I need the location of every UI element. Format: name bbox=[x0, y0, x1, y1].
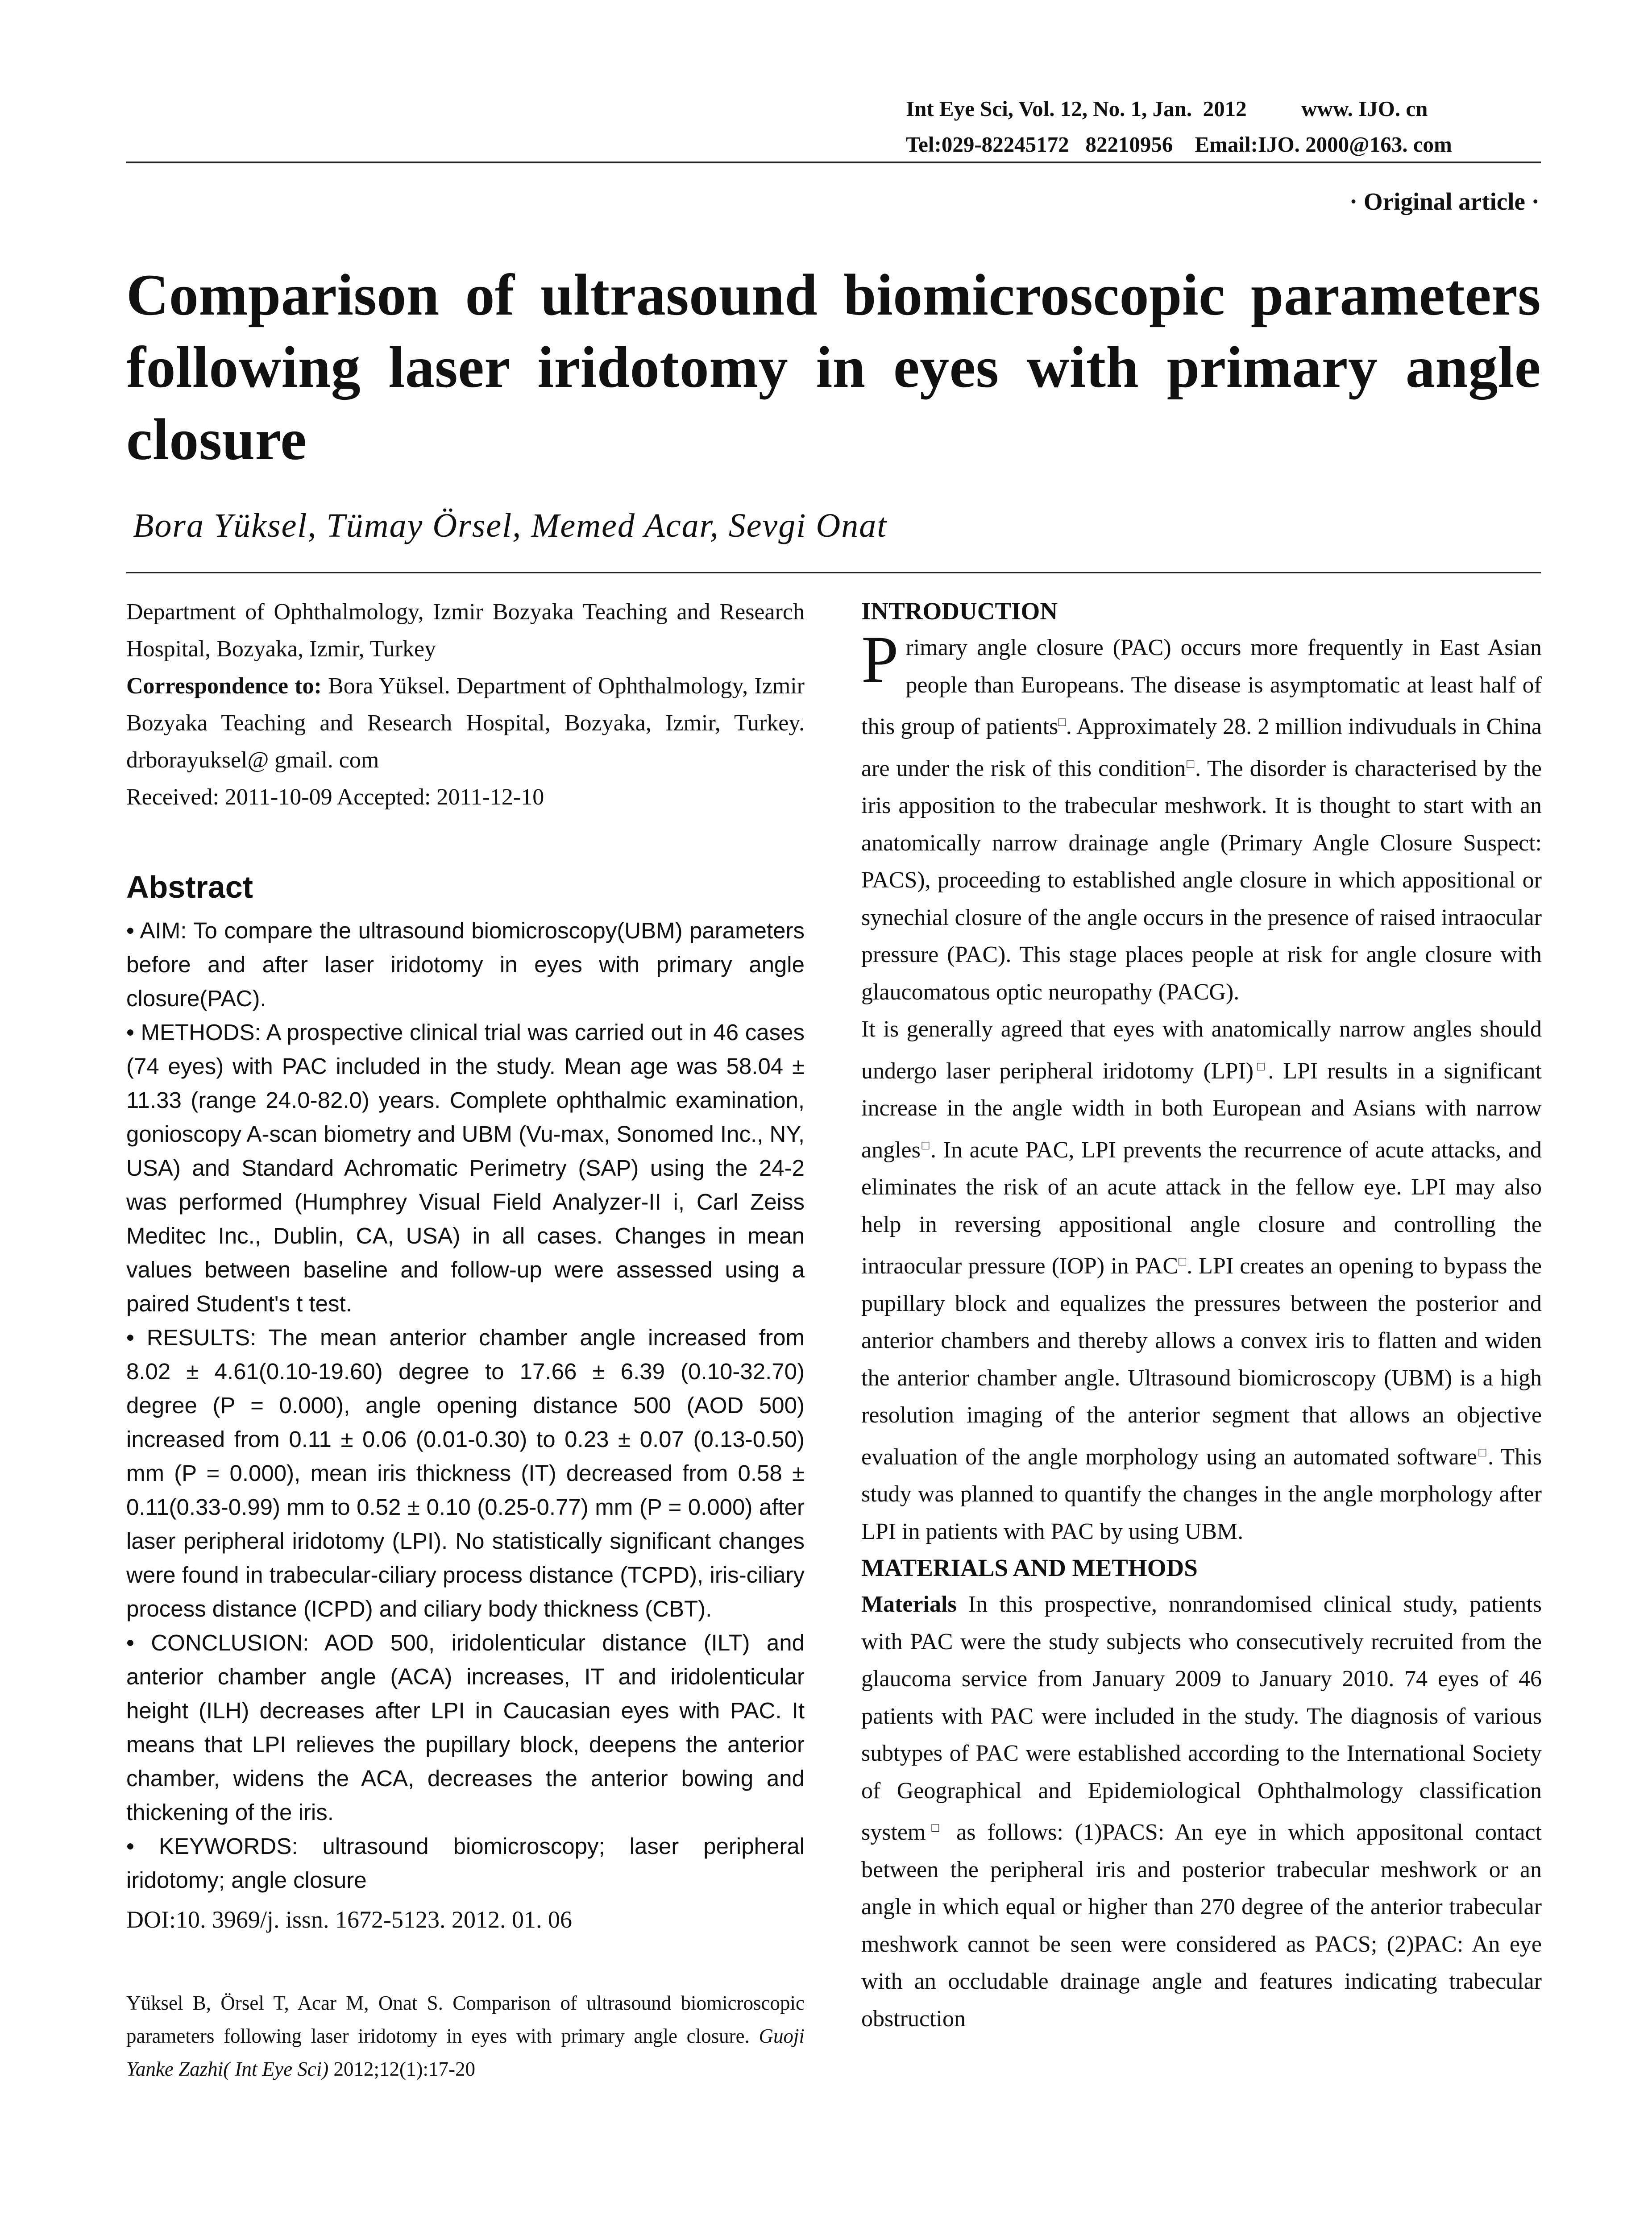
materials-text-b: as follows: (1)PACS: An eye in which appositonal contact between the peripheral iris and posterior trabecular meshwork or an angle in which equal or higher than 270 degree of the anterior trabecular meshwork cannot be seen were considered as PACS; (2)PAC: An eye with an occludable drainage angle and features indicating trabecular obstruction bbox=[861, 1820, 1542, 2032]
correspondence bbox=[126, 668, 805, 779]
intro-p1-text-a: rimary angle closure (PAC) occurs more frequently in East Asian people than Europeans. The disease is asymptomatic at least half of this group of patients bbox=[861, 635, 1542, 739]
intro-p2-text-c: . In acute PAC, LPI prevents the recurrence of acute attacks, and eliminates the risk of an acute attack in the fellow eye. LPI may also help in reversing appositional angle closure and controlling the intraocular pressure (IOP) in PAC bbox=[861, 1137, 1542, 1279]
abstract-keywords: • KEYWORDS: ultrasound biomicroscopy; laser peripheral iridotomy; angle closure bbox=[126, 1833, 805, 1893]
received-accepted-dates: Received: 2011-10-09 Accepted: 2011-12-10 bbox=[126, 784, 544, 810]
reference-marker: □ bbox=[920, 1138, 931, 1153]
authors-divider bbox=[126, 572, 1541, 573]
doi: DOI:10. 3969/j. issn. 1672-5123. 2012. 01. 06 bbox=[126, 1906, 572, 1933]
intro-p2-text-d: . LPI creates an opening to bypass the pupillary block and equalizes the pressures between the posterior and anterior chambers and thereby allows a convex iris to flatten and widen the anterior chamber angle. Ultrasound biomicroscopy (UBM) is a high resolution imaging of the anterior segment that allows an objective evaluation of the angle morphology using an automated software bbox=[861, 1253, 1542, 1470]
paper-title: Comparison of ultrasound biomicroscopic parameters following laser iridotomy in eyes with primary angle closure bbox=[126, 262, 1541, 472]
article-type-label: · Original article · bbox=[1349, 188, 1540, 215]
left-column bbox=[126, 593, 805, 2086]
drop-cap: P bbox=[861, 622, 899, 697]
citation-text: Yüksel B, Örsel T, Acar M, Onat S. Comparison of ultrasound biomicroscopic parameters following laser iridotomy in eyes with primary angle closure. bbox=[126, 1992, 805, 2047]
materials-text-a: In this prospective, nonrandomised clinical study, patients with PAC were the study subjects who consecutively recruited from the glaucoma service from January 2009 to January 2010. 74 eyes of 46 patients with PAC were included in the study. The diagnosis of various subtypes of PAC were established according to the International Society of Geographical and Epidemiological Ophthalmology classification system bbox=[861, 1592, 1542, 1845]
affiliation: Department of Ophthalmology, Izmir Bozyaka Teaching and Research Hospital, Bozyaka, Izmir, Turkey bbox=[126, 599, 805, 662]
reference-marker: □ bbox=[1186, 757, 1195, 771]
abstract-results: • RESULTS: The mean anterior chamber angle increased from 8.02 ± 4.61(0.10-19.60) degree to 17.66 ± 6.39 (0.10-32.70) degree (P = 0.000), angle opening distance 500 (AOD 500) increased from 0.11 ± 0.06 (0.01-0.30) to 0.23 ± 0.07 (0.13-0.50) mm (P = 0.000), mean iris thickness (IT) decreased from 0.58 ± 0.11(0.33-0.99) mm to 0.52 ± 0.10 (0.25-0.77) mm (P = 0.000) after laser peripheral iridotomy (LPI). No statistically significant changes were found in trabecular-ciliary process distance (TCPD), iris-ciliary process distance (ICPD) and ciliary body thickness (CBT). bbox=[126, 1325, 805, 1621]
materials-paragraph bbox=[861, 1586, 1542, 2037]
abstract-methods: • METHODS: A prospective clinical trial was carried out in 46 cases (74 eyes) with PAC included in the study. Mean age was 58.04 ± 11.33 (range 24.0-82.0) years. Complete ophthalmic examination, gonioscopy A-scan biometry and UBM (Vu-max, Sonomed Inc., NY, USA) and Standard Achromatic Perimetry (SAP) using the 24-2 was performed (Humphrey Visual Field Analyzer-II i, Carl Zeiss Meditec Inc., Dublin, CA, USA) in all cases. Changes in mean values between baseline and follow-up were assessed using a paired Student's t test. bbox=[126, 1020, 805, 1316]
author-list: Bora Yüksel, Tümay Örsel, Memed Acar, Sevgi Onat bbox=[133, 507, 888, 544]
intro-p2-text-e: . This study was planned to quantify the changes in the angle morphology after LPI in patients with PAC by using UBM. bbox=[861, 1444, 1542, 1544]
abstract-aim: • AIM: To compare the ultrasound biomicroscopy(UBM) parameters before and after laser iridotomy in eyes with primary angle closure(PAC). bbox=[126, 918, 805, 1011]
intro-p1-text-b: . Approximately 28. 2 million indivuduals in China are under the risk of this condition bbox=[861, 714, 1542, 781]
abstract-heading: Abstract bbox=[126, 870, 253, 904]
header-divider bbox=[126, 162, 1541, 163]
reference-marker: □ bbox=[1254, 1059, 1268, 1074]
citation bbox=[126, 1986, 805, 2086]
citation-journal: Guoji Yanke Zazhi( Int Eye Sci) bbox=[126, 2025, 805, 2080]
introduction-heading: INTRODUCTION bbox=[861, 597, 1058, 625]
citation-volume: 2012;12(1):17-20 bbox=[328, 2058, 475, 2080]
reference-marker: □ bbox=[926, 1821, 945, 1835]
journal-header-line2: Tel:029-82245172 82210956 Email:IJO. 2000@163. com bbox=[906, 132, 1452, 157]
materials-subheading: Materials bbox=[861, 1592, 957, 1617]
reference-marker: □ bbox=[1178, 1255, 1187, 1269]
reference-marker: □ bbox=[1058, 715, 1066, 729]
reference-marker: □ bbox=[1477, 1445, 1488, 1460]
introduction-paragraph-1 bbox=[861, 622, 1542, 1011]
journal-header-line1: Int Eye Sci, Vol. 12, No. 1, Jan. 2012 www. IJO. cn bbox=[906, 96, 1428, 121]
correspondence-label: Correspondence to: bbox=[126, 673, 322, 699]
abstract-conclusion: • CONCLUSION: AOD 500, iridolenticular distance (ILT) and anterior chamber angle (ACA) increases, IT and iridolenticular height (ILH) decreases after LPI in Caucasian eyes with PAC. It means that LPI relieves the pupillary block, deepens the anterior chamber, widens the ACA, decreases the anterior bowing and thickening of the iris. bbox=[126, 1630, 805, 1825]
right-column bbox=[861, 593, 1542, 2037]
intro-p2-text-a: It is generally agreed that eyes with anatomically narrow angles should undergo laser peripheral iridotomy (LPI) bbox=[861, 1016, 1542, 1084]
methods-heading: MATERIALS AND METHODS bbox=[861, 1554, 1198, 1581]
correspondence-text: Bora Yüksel. Department of Ophthalmology, Izmir Bozyaka Teaching and Research Hospital, Bozyaka, Izmir, Turkey. drborayuksel@ gmail. com bbox=[126, 673, 805, 773]
introduction-paragraph-2 bbox=[861, 1011, 1542, 1550]
intro-p1-text-c: . The disorder is characterised by the iris apposition to the trabecular meshwork. It is thought to start with an anatomically narrow drainage angle (Primary Angle Closure Suspect: PACS), proceeding to established angle closure in which appositional or synechial closure of the angle occurs in the presence of raised intraocular pressure (PAC). This stage places people at risk for angle closure with glaucomatous optic neuropathy (PACG). bbox=[861, 755, 1542, 1005]
intro-p2-text-b: . LPI results in a significant increase in the angle width in both European and Asians with narrow angles bbox=[861, 1058, 1542, 1163]
